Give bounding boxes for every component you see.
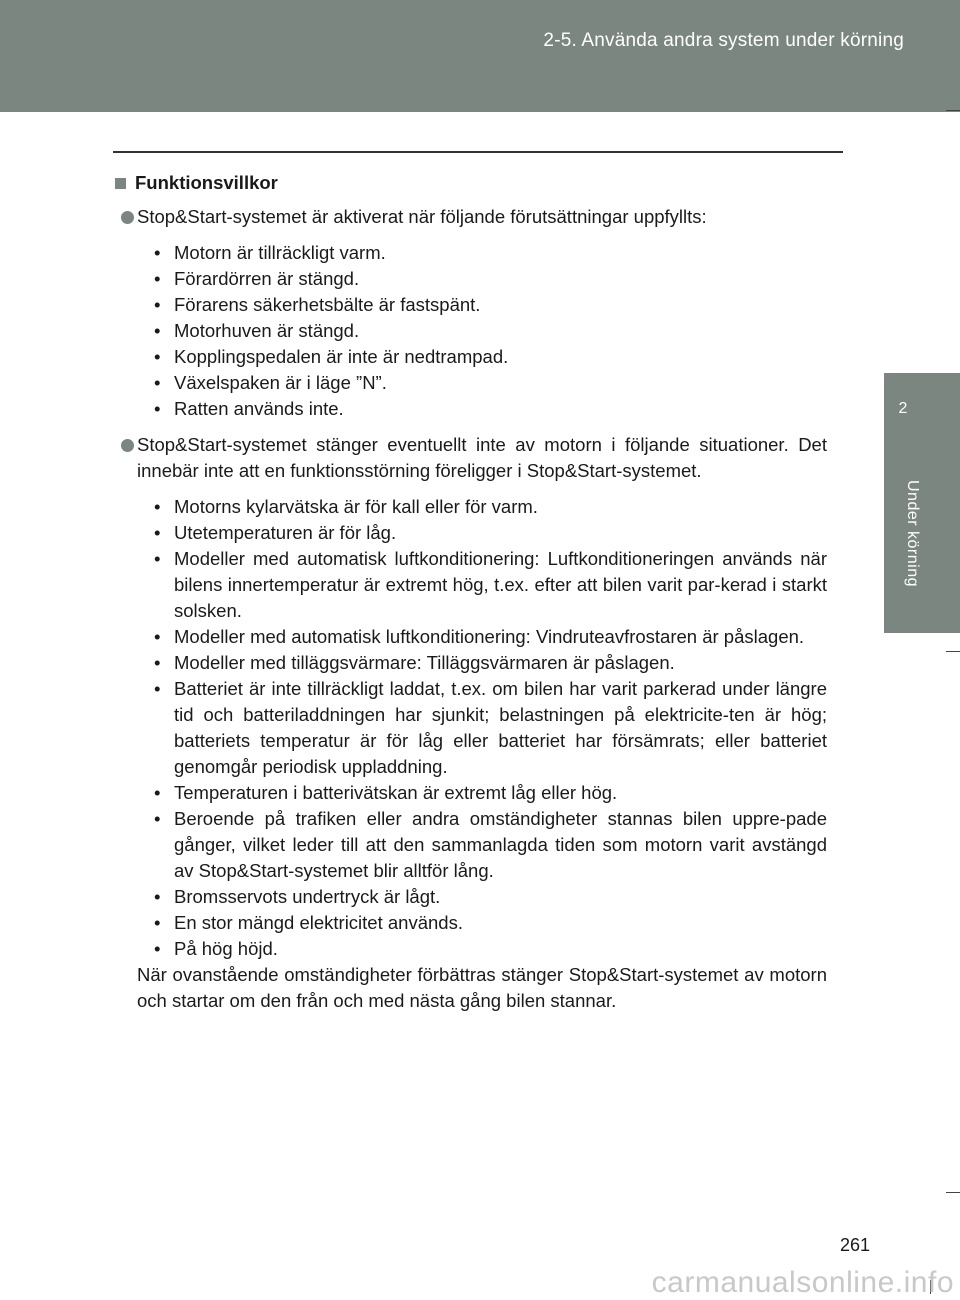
list-item: • Kopplingspedalen är inte är nedtrampad. [154,346,509,367]
circle-bullet-icon [121,211,134,224]
header-band [0,0,960,112]
square-bullet-icon [115,178,126,189]
list-item: • Temperaturen i batterivätskan är extremt låg eller hög. [154,782,618,803]
crop-mark [946,651,960,652]
chapter-label: Under körning [904,480,921,587]
list-item: • Motorhuven är stängd. [154,320,360,341]
list-item: • Motorn är tillräckligt varm. [154,242,386,263]
chapter-tab[interactable] [884,373,960,463]
list-item: • En stor mängd elektricitet används. [154,912,463,933]
condition-list [115,240,827,422]
exception-list [115,494,827,962]
section-title: 2-5. Använda andra system under körning [543,30,904,51]
list-item: • Batteriet är inte tillräckligt laddat, t.ex. om bilen har varit parkerad under längre tid och batteriladdningen har sjunkit; belastningen på elektricite-ten är hög; batteriets temperatur är för låg eller batteriet har försämrats; eller batteriet genomgår periodisk uppladdning. [154,678,827,777]
chapter-number: 2 [898,400,908,417]
top-rule [113,151,843,153]
page-number: 261 [839,1235,870,1255]
condition-intro-text: Stop&Start-systemet är aktiverat när följande förutsättningar uppfyllts: [137,206,707,227]
chapter-strip [884,463,960,633]
list-item: • Modeller med automatisk luftkonditionering: Vindruteavfrostaren är påslagen. [154,626,805,647]
list-item: • Utetemperaturen är för låg. [154,522,397,543]
crop-mark [946,1192,960,1193]
main-content [115,170,827,1014]
list-item: • Ratten används inte. [154,398,344,419]
list-item: • Modeller med automatisk luftkonditionering: Luftkonditioneringen används när bilens innertemperatur är extremt hög, t.ex. efter att bilen varit par-kerad i starkt solsken. [154,548,827,621]
exception-intro-text: Stop&Start-systemet stänger eventuellt inte av motorn i följande situationer. Det innebär inte att en funktionsstörning föreligger i Stop&Start-systemet. [137,434,827,481]
list-item: • På hög höjd. [154,938,278,959]
list-item: • Motorns kylarvätska är för kall eller för varm. [154,496,538,517]
list-item: • Förarens säkerhetsbälte är fastspänt. [154,294,481,315]
watermark-text: carmanualsonline.info [651,1266,954,1299]
heading-text: Funktionsvillkor [135,172,278,193]
condition-intro [115,204,827,230]
list-item: • Växelspaken är i läge ”N”. [154,372,387,393]
crop-mark [946,110,960,111]
list-item: • Modeller med tilläggsvärmare: Tilläggsvärmaren är påslagen. [154,652,675,673]
list-item: • Förardörren är stängd. [154,268,360,289]
circle-bullet-icon [121,439,134,452]
exception-intro [115,432,827,484]
list-item: • Bromsservots undertryck är lågt. [154,886,441,907]
list-item: • Beroende på trafiken eller andra omständigheter stannas bilen uppre-pade gånger, vilket leder till att den sammanlagda tiden som motorn varit avstängd av Stop&Start-systemet blir alltför lång. [154,808,827,881]
closing-paragraph: När ovanstående omständigheter förbättras stänger Stop&Start-systemet av motorn och startar om den från och med nästa gång bilen stannar. [137,964,827,1011]
section-heading [115,170,827,196]
